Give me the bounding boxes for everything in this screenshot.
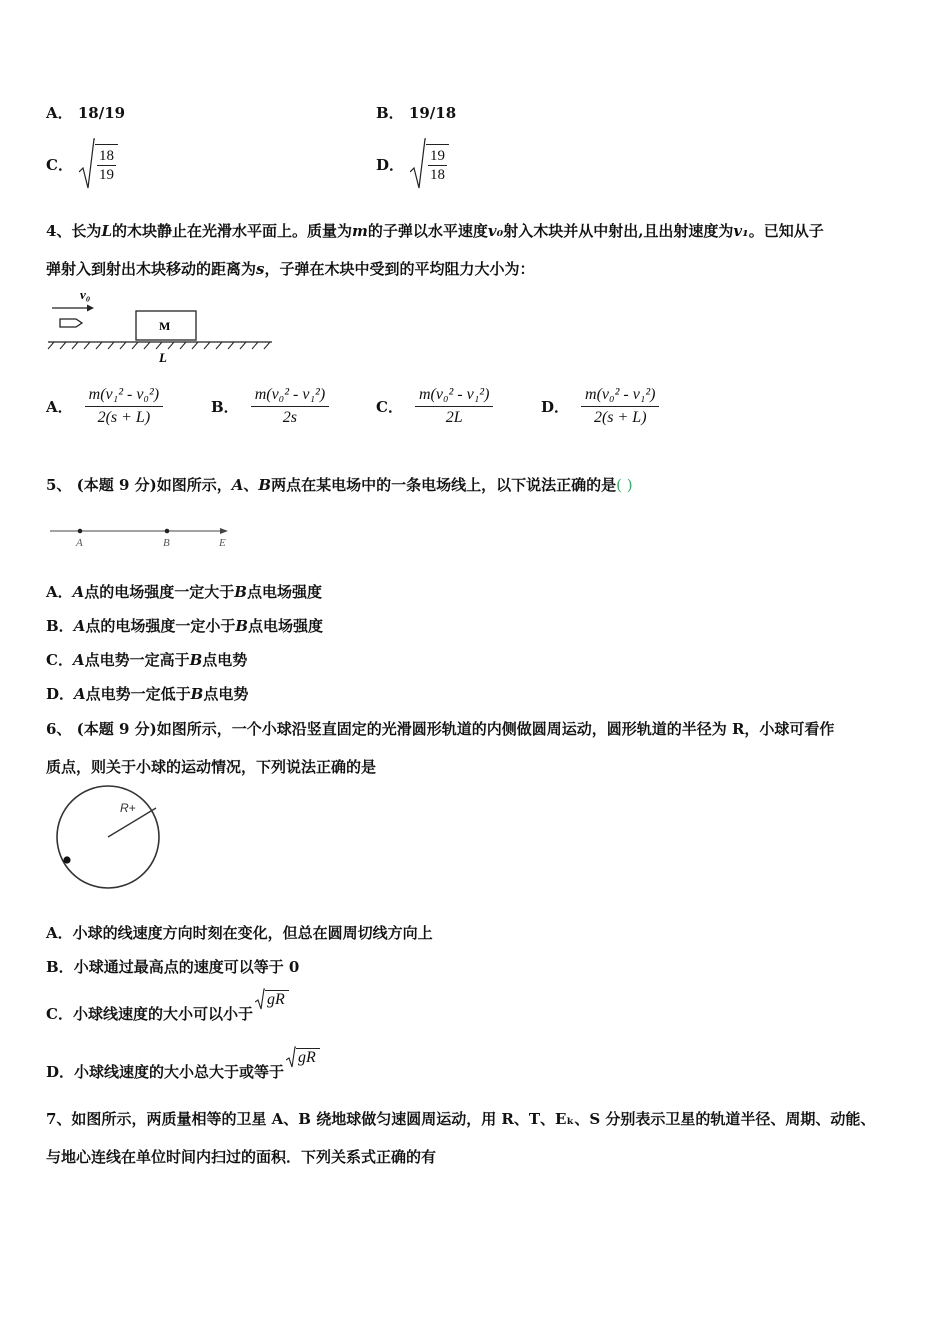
option-value: 19/18: [408, 104, 457, 122]
text: 的子弹以水平速度: [367, 222, 488, 240]
bullet-shape: [60, 319, 82, 327]
fraction: [251, 386, 329, 427]
q3-option-a: [46, 102, 125, 123]
text: 弹射入到射出木块移动的距离为: [46, 260, 257, 278]
point-a: [78, 529, 83, 534]
sqrt-expression: [286, 1046, 320, 1068]
text: 小球线速度的大小可以小于: [72, 1005, 253, 1023]
var: B: [235, 617, 249, 635]
frac-den: 18: [430, 167, 446, 183]
var-v0: v₀: [487, 222, 504, 240]
point-a-label: A: [76, 537, 83, 549]
var-L: L: [101, 222, 112, 240]
var: B: [189, 651, 203, 669]
sqrt-expression: [255, 988, 289, 1010]
frac-den: 2L: [445, 408, 463, 426]
option-label: A．: [46, 924, 73, 942]
text: 5、 (本题 9 分)如图所示，: [46, 476, 232, 494]
option-label: B．: [211, 397, 239, 416]
text: 点电场强度: [248, 617, 324, 635]
q3-option-c: [46, 136, 118, 192]
sqrt-expression: [79, 138, 118, 190]
radical-sign: [255, 988, 265, 1010]
option-value: 18/19: [77, 104, 126, 122]
ball: [63, 856, 70, 863]
fraction: [415, 386, 493, 427]
q4-option-a: [46, 376, 163, 436]
var: A: [72, 651, 85, 669]
text: 的木块静止在光滑水平面上。质量为: [111, 222, 352, 240]
text: 点电势一定高于: [84, 651, 190, 669]
block-label: M: [159, 319, 171, 333]
option-label: D．: [541, 397, 570, 416]
answer-parentheses: ( ): [616, 476, 633, 494]
option-label: A．: [46, 583, 73, 601]
frac-den: 19: [98, 167, 114, 183]
q4-stem-line1: [46, 220, 824, 241]
option-label: C．: [376, 397, 403, 416]
frac-den: 2(s + L): [593, 408, 647, 426]
text: ，子弹在木块中受到的平均阻力大小为：: [264, 260, 535, 278]
q3-option-d: [376, 136, 449, 192]
option-label: D．: [46, 685, 75, 703]
var-B: B: [258, 476, 272, 494]
var: B: [234, 583, 247, 601]
q3-option-b: [376, 102, 456, 123]
frac-num: m(v₀² - v₁²): [415, 386, 493, 407]
q4-option-c: [376, 376, 493, 436]
ground-hatching: [48, 342, 270, 349]
radicand: gR: [265, 990, 289, 1009]
text: 、: [243, 476, 259, 494]
sqrt-expression: [410, 138, 449, 190]
q4-stem-line2: [46, 258, 534, 279]
frac-num: m(v₁² - v₀²): [85, 386, 163, 407]
option-label: C．: [46, 651, 73, 669]
frac-num: m(v₀² - v₁²): [251, 386, 329, 407]
frac-den: 2s: [282, 408, 298, 426]
var: A: [72, 583, 85, 601]
q5-stem: [46, 474, 633, 495]
radical-sign: [410, 138, 426, 190]
field-label: E: [219, 537, 226, 549]
var: B: [190, 685, 204, 703]
q6-option-b: [46, 956, 299, 977]
text: 。已知从子: [748, 222, 824, 240]
q6-stem-line1: 6、 (本题 9 分)如图所示，一个小球沿竖直固定的光滑圆形轨道的内侧做圆周运动，圆形轨道的半径为 R，小球可看作: [46, 720, 835, 738]
fraction: [581, 386, 659, 427]
frac-num: 19: [430, 148, 446, 164]
q6-circle-figure: [52, 784, 164, 894]
frac-num: m(v₀² - v₁²): [581, 386, 659, 407]
q6-stem-line2: 质点，则关于小球的运动情况，下列说法正确的是: [46, 758, 377, 776]
text: 两点在某电场中的一条电场线上，以下说法正确的是: [271, 476, 617, 494]
frac-num: 18: [98, 148, 114, 164]
var-A: A: [231, 476, 244, 494]
q4-option-b: [211, 376, 329, 436]
option-label: B．: [46, 617, 74, 635]
frac-den: 2(s + L): [97, 408, 151, 426]
text: 点的电场强度一定大于: [84, 583, 235, 601]
option-label: B．: [46, 958, 74, 976]
q7-stem-line2: 与地心连线在单位时间内扫过的面积．下列关系式正确的有: [46, 1148, 437, 1166]
text: 点电势: [203, 685, 249, 703]
var-v1: v₁: [733, 222, 749, 240]
radius-label: R+: [120, 801, 136, 815]
radical-sign: [286, 1046, 296, 1068]
point-b: [165, 529, 170, 534]
q4-option-d: [541, 376, 659, 436]
var-s: s: [256, 260, 265, 278]
option-label: A．: [46, 104, 73, 122]
q5-option-a: [46, 581, 322, 602]
q6-option-d: [46, 1046, 320, 1082]
option-label: D．: [46, 1063, 75, 1081]
text: 小球的线速度方向时刻在变化，但总在圆周切线方向上: [72, 924, 433, 942]
option-label: C．: [46, 1005, 73, 1023]
point-b-label: B: [163, 537, 170, 549]
option-label: B．: [376, 104, 404, 122]
text: 点的电场强度一定小于: [85, 617, 236, 635]
q5-option-c: [46, 649, 247, 670]
text: 射入木块并从中射出,且出射速度为: [503, 222, 734, 240]
radical-sign: [79, 138, 95, 190]
arrow-head: [220, 528, 228, 534]
q5-option-d: [46, 683, 248, 704]
text: 点电势: [202, 651, 248, 669]
text: 小球通过最高点的速度可以等于 0: [73, 958, 300, 976]
q5-field-line-figure: [46, 520, 236, 550]
text: 点电场强度: [246, 583, 322, 601]
q6-option-a: [46, 922, 433, 943]
var: A: [73, 617, 86, 635]
q4-figure: [46, 284, 276, 368]
var: A: [74, 685, 86, 703]
fraction: [85, 386, 163, 427]
arrow-head: [87, 305, 94, 312]
text: 小球线速度的大小总大于或等于: [74, 1063, 285, 1081]
var-m: m: [352, 222, 368, 240]
option-label: C．: [46, 155, 73, 174]
velocity-label: v₀: [80, 287, 91, 302]
length-label: L: [159, 350, 167, 365]
option-label: D．: [376, 155, 405, 174]
q7-stem-line1: 7、如图所示，两质量相等的卫星 A、B 绕地球做匀速圆周运动，用 R、T、Eₖ、S 分别表示卫星的轨道半径、周期、动能、: [46, 1110, 876, 1128]
text: 点电势一定低于: [85, 685, 191, 703]
option-label: A．: [46, 397, 73, 416]
q5-option-b: [46, 615, 323, 636]
radicand: gR: [296, 1048, 320, 1067]
q6-option-c: [46, 988, 289, 1024]
text: 4、长为: [46, 222, 102, 240]
